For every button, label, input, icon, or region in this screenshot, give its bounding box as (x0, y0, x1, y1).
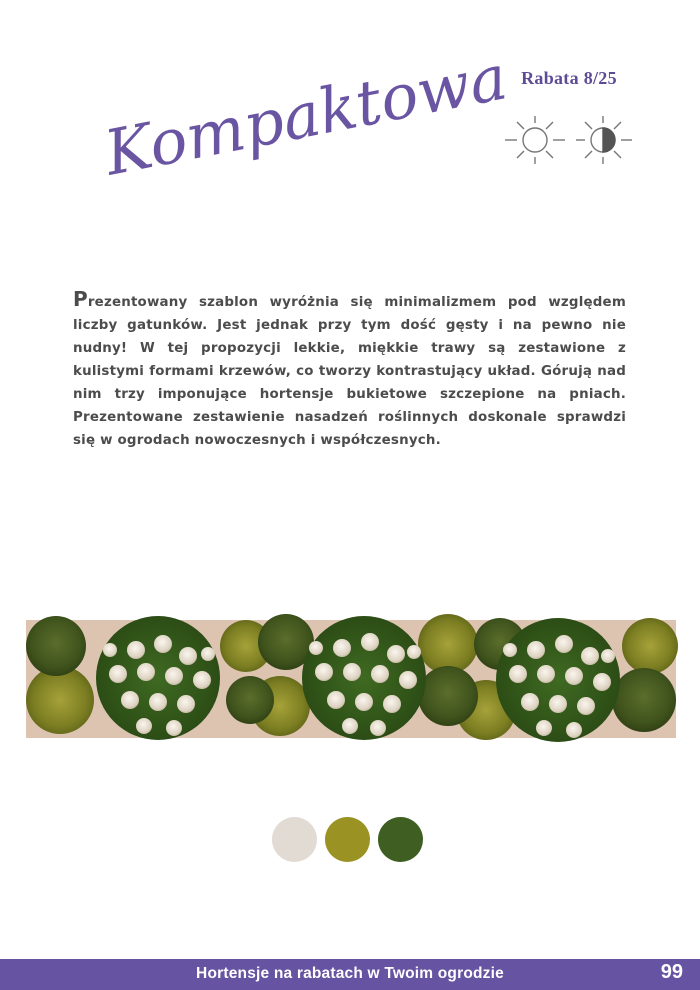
drop-cap: P (73, 287, 88, 311)
sun-full-icon (505, 116, 565, 164)
planting-plan-illustration (18, 598, 682, 758)
hydrangea-2 (302, 616, 426, 740)
color-swatch-green (378, 817, 423, 862)
description-text: rezentowany szablon wyróżnia się minimalizmem pod względem liczby gatunków. Jest jednak przy tym dość gęsty i na pewno nie nudny! W tej propozycji lekkie, miękkie trawy są zestawione z kulistymi formami krzewów, co tworzy kontrastujący układ. Górują nad nim trzy imponujące hortensje bukietowe szczepione na pniach. Prezentowane zestawienie nasadzeń roślinnych doskonale sprawdzi się w ogrodach nowoczesnych i współczesnych. (73, 295, 626, 448)
page-title (98, 40, 513, 210)
title-text: Kompaktowa (98, 40, 513, 190)
sun-exposure-icons (500, 108, 640, 172)
rabata-label: Rabata 8/25 (521, 68, 617, 88)
color-palette (272, 817, 423, 862)
page-footer (0, 959, 700, 990)
color-swatch-cream (272, 817, 317, 862)
color-swatch-olive (325, 817, 370, 862)
sun-half-shade-icon (576, 116, 632, 164)
hydrangea-3 (496, 618, 620, 742)
footer-title: Hortensje na rabatach w Twoim ogrodzie (196, 965, 504, 982)
page-number: 99 (660, 961, 683, 983)
hydrangea-1 (96, 616, 220, 740)
description-paragraph (73, 288, 626, 452)
